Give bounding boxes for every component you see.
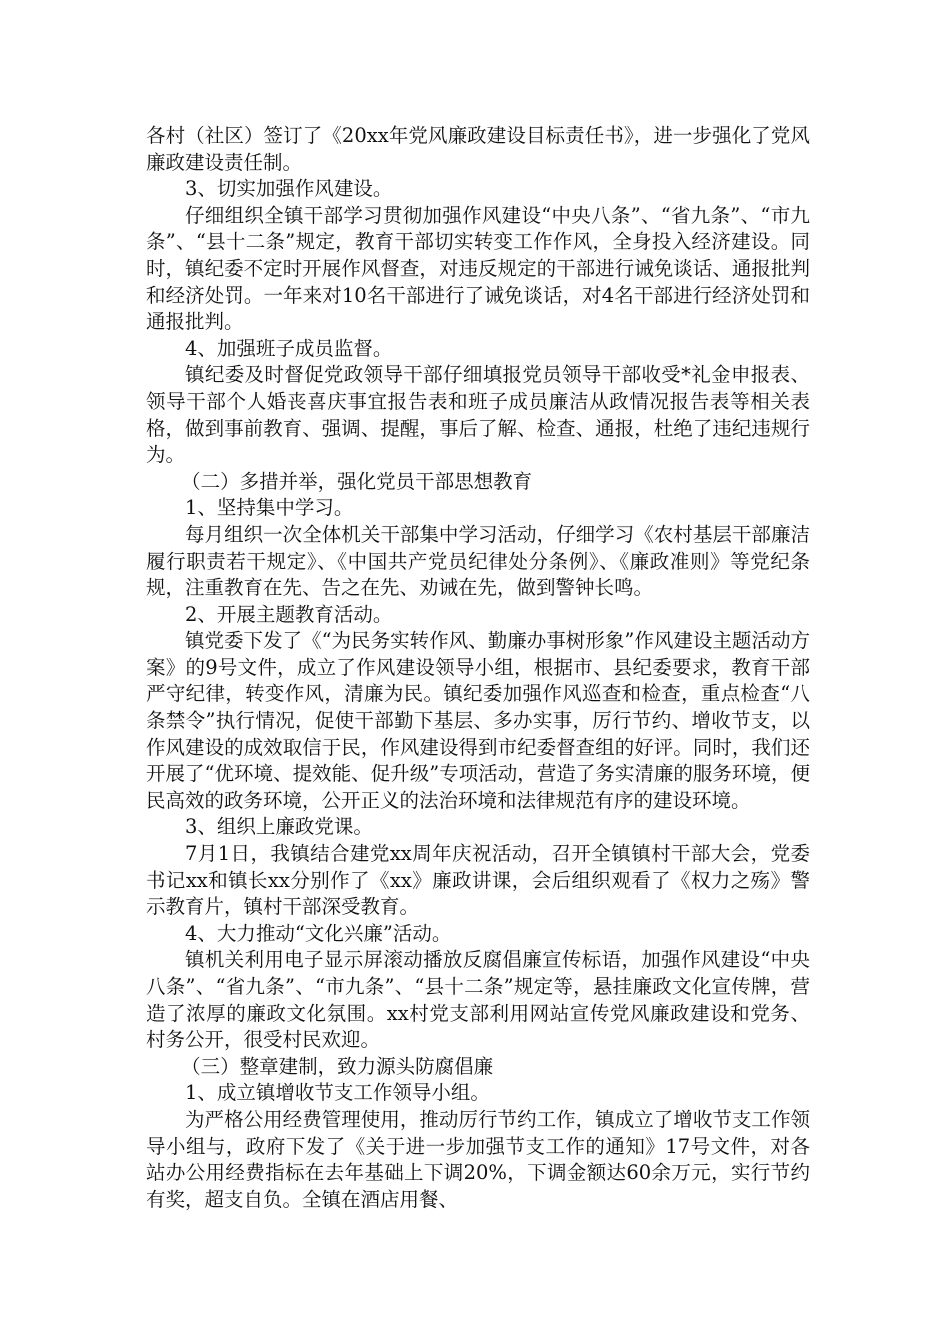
paragraph: 7月1日，我镇结合建党xx周年庆祝活动，召开全镇镇村干部大会，党委书记xx和镇长xx分别作了《xx》廉政讲课，会后组织观看了《权力之殇》警示教育片，镇村干部深受教育。 xyxy=(146,842,810,919)
paragraph: 镇党委下发了《“为民务实转作风、勤廉办事树形象”作风建设主题活动方案》的9号文件，成立了作风建设领导小组，根据市、县纪委要求，教育干部严守纪律，转变作风，清廉为民。镇纪委加强作风巡查和检查，重点检查“八条禁令”执行情况，促使干部勤下基层、多办实事，厉行节约、增收节支，以作风建设的成效取信于民，作风建设得到市纪委督查组的好评。同时，我们还开展了“优环境、提效能、促升级”专项活动，营造了务实清廉的服务环境，便民高效的政务环境，公开正义的法治环境和法律规范有序的建设环境。 xyxy=(146,629,810,812)
item-heading: 3、组织上廉政党课。 xyxy=(185,815,373,839)
item-heading: 4、大力推动“文化兴廉”活动。 xyxy=(185,921,452,945)
item-heading: 3、切实加强作风建设。 xyxy=(185,177,393,201)
paragraph: 镇机关利用电子显示屏滚动播放反腐倡廉宣传标语，加强作风建设“中央八条”、“省九条”、“市九条”、“县十二条”规定等，悬挂廉政文化宣传牌，营造了浓厚的廉政文化氛围。xx村党支部利用网站宣传党风廉政建设和党务、村务公开，很受村民欢迎。 xyxy=(146,948,810,1052)
paragraph-continuation: 各村（社区）签订了《20xx年党风廉政建设目标责任书》，进一步强化了党风廉政建设责任制。 xyxy=(146,124,810,174)
paragraph: 仔细组织全镇干部学习贯彻加强作风建设“中央八条”、“省九条”、“市九条”、“县十二条”规定，教育干部切实转变工作作风，全身投入经济建设。同时，镇纪委不定时开展作风督查，对违反规定的干部进行诫免谈话、通报批判和经济处罚。一年来对10名干部进行了诫免谈话，对4名干部进行经济处罚和通报批判。 xyxy=(146,203,810,334)
document-page xyxy=(146,123,810,1213)
item-heading: 1、成立镇增收节支工作领导小组。 xyxy=(185,1081,490,1105)
paragraph: 每月组织一次全体机关干部集中学习活动，仔细学习《农村基层干部廉洁履行职责若干规定》、《中国共产党员纪律处分条例》、《廉政准则》等党纪条规，注重教育在先、告之在先、劝诫在先，做到警钟长鸣。 xyxy=(146,522,810,600)
section-heading: （三）整章建制，致力源头防腐倡廉 xyxy=(181,1054,494,1078)
item-heading: 2、开展主题教育活动。 xyxy=(185,602,393,626)
item-heading: 1、坚持集中学习。 xyxy=(185,496,354,520)
paragraph: 为严格公用经费管理使用，推动厉行节约工作，镇成立了增收节支工作领导小组与，政府下发了《关于进一步加强节支工作的通知》17号文件，对各站办公用经费指标在去年基础上下调20%，下调金额达60余万元，实行节约有奖，超支自负。全镇在酒店用餐、 xyxy=(146,1107,810,1211)
paragraph: 镇纪委及时督促党政领导干部仔细填报党员领导干部收受*礼金申报表、领导干部个人婚丧喜庆事宜报告表和班子成员廉洁从政情况报告表等相关表格，做到事前教育、强调、提醒，事后了解、检查、通报，杜绝了违纪违规行为。 xyxy=(146,363,810,467)
section-heading: （二）多措并举，强化党员干部思想教育 xyxy=(181,469,533,493)
item-heading: 4、加强班子成员监督。 xyxy=(185,336,393,360)
